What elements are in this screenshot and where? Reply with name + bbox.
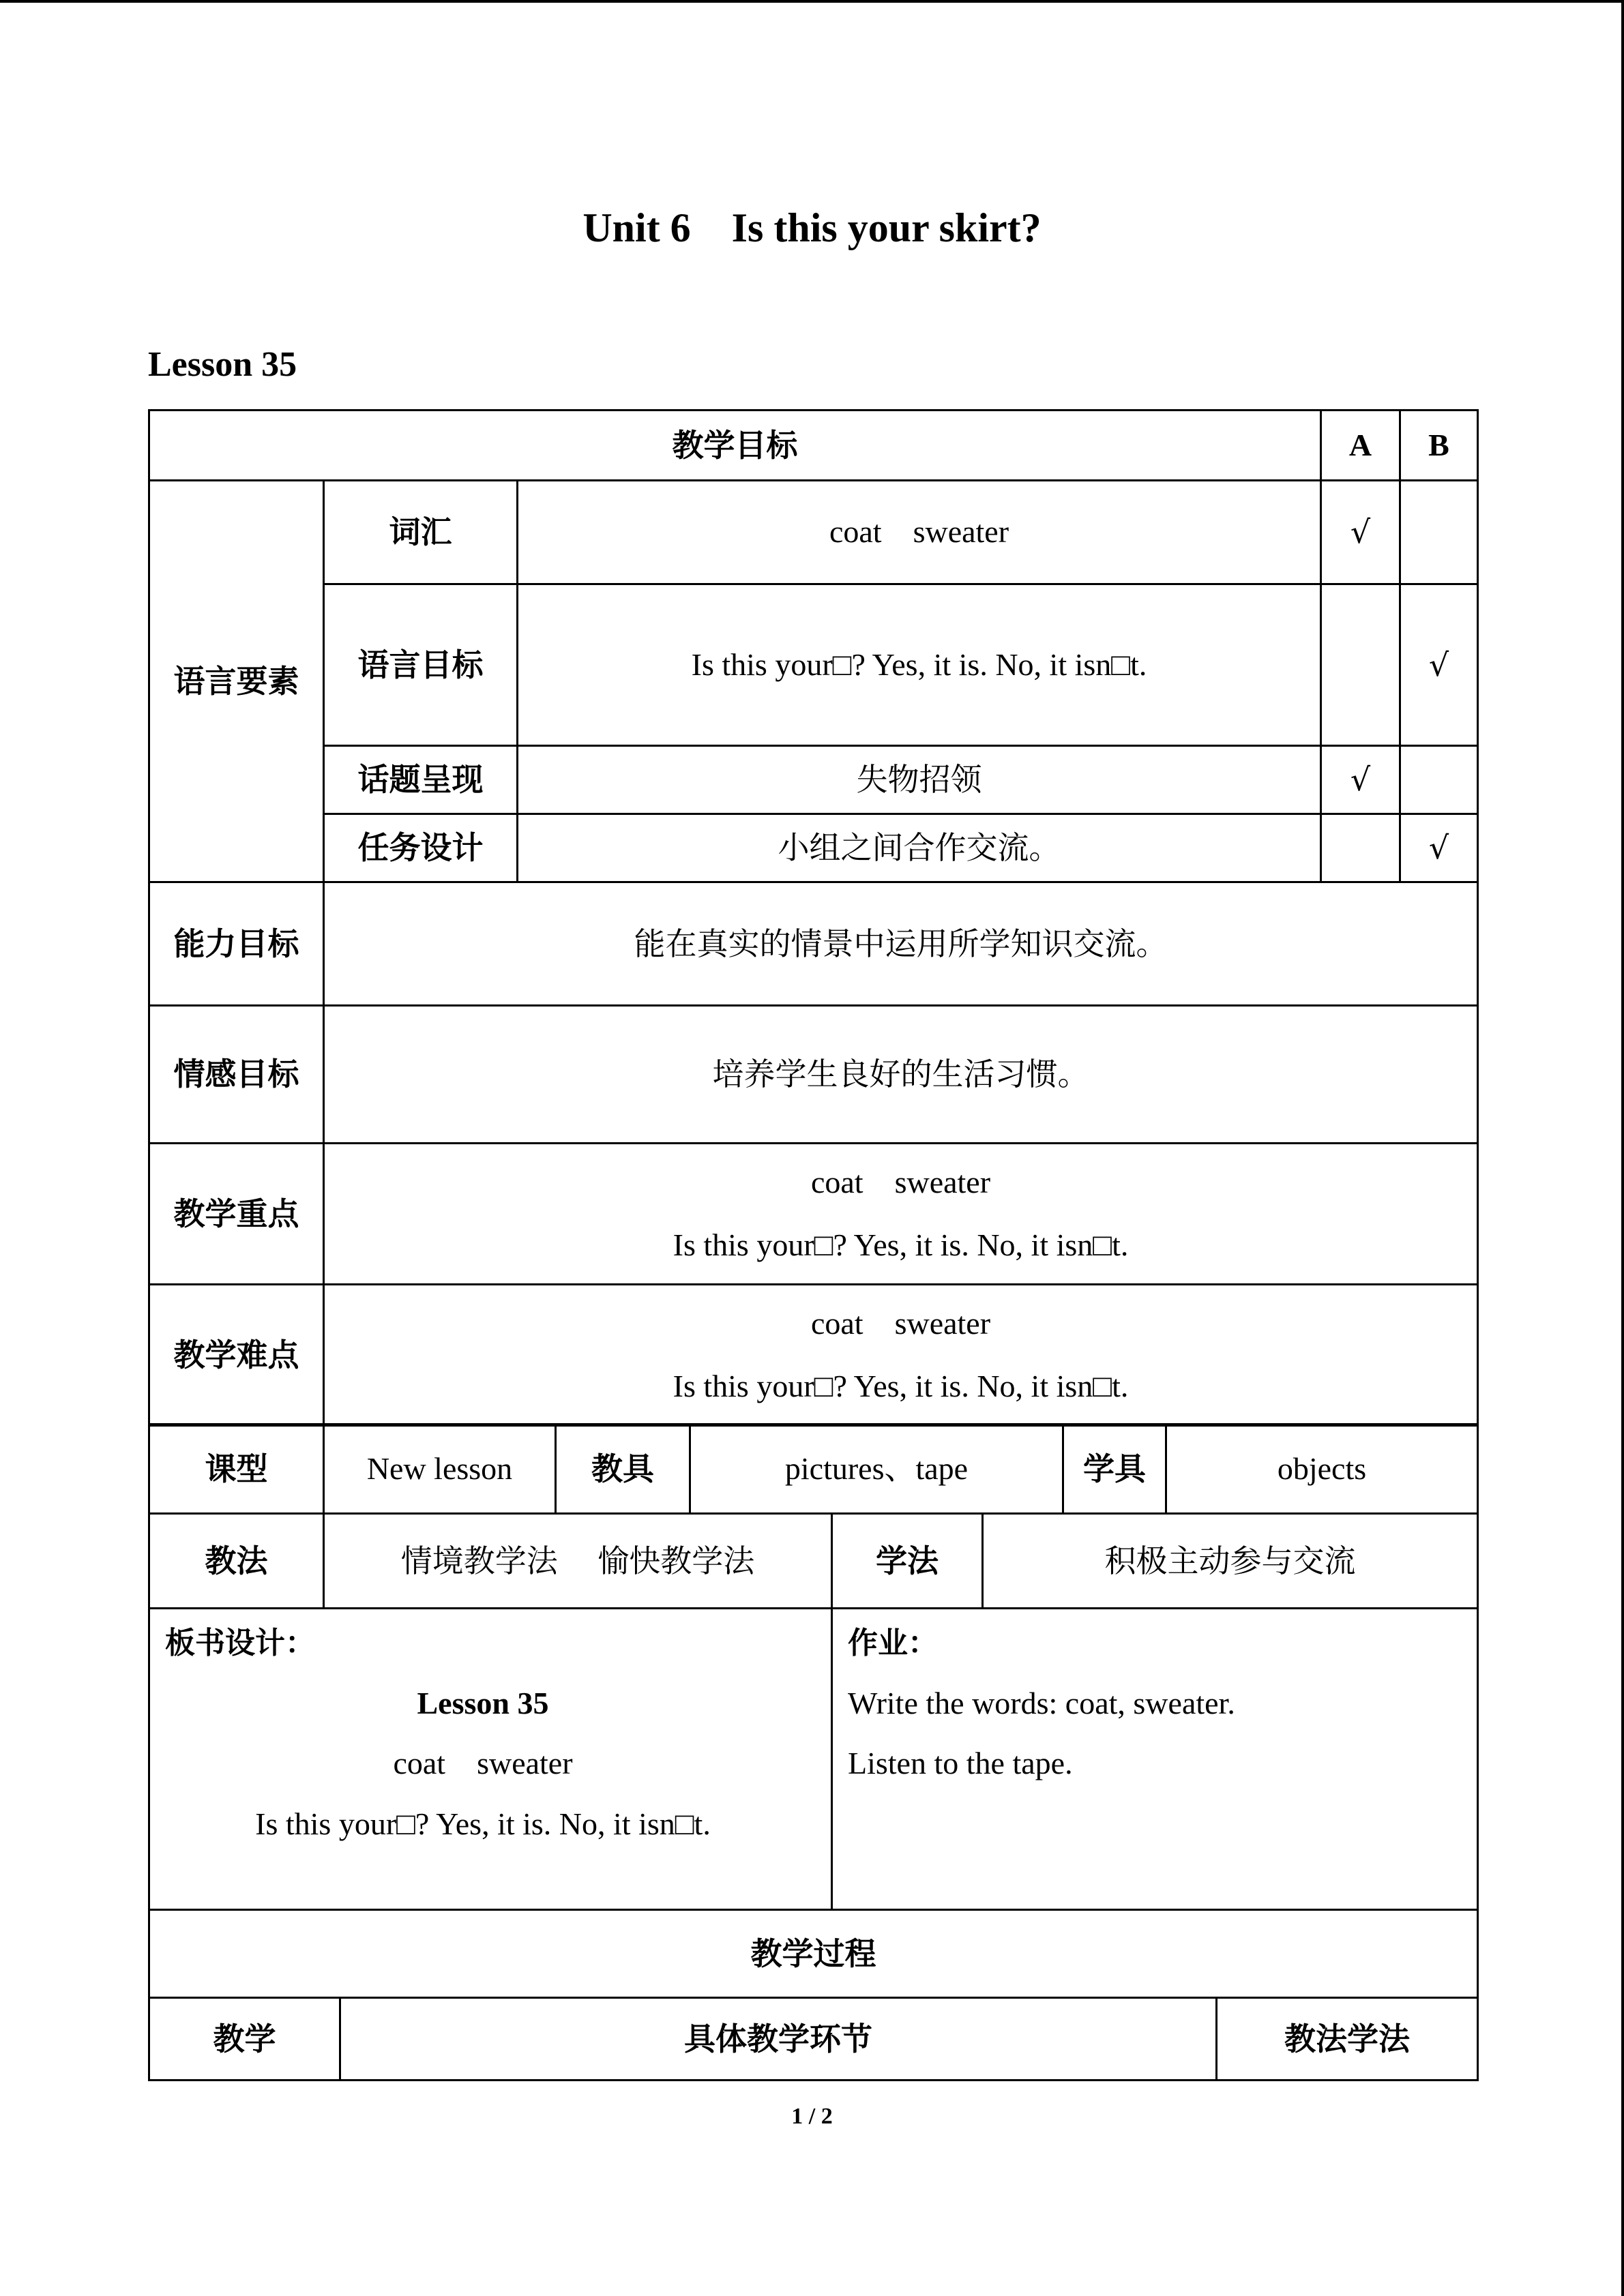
key-points-label: 教学重点 <box>149 1144 324 1285</box>
learning-aids-label: 学具 <box>1063 1425 1166 1514</box>
key-points-line-1: coat sweater <box>810 1164 991 1199</box>
homework-item-1: Write the words: coat, sweater. <box>848 1686 1235 1721</box>
lesson-type-value: New lesson <box>324 1425 556 1514</box>
emotion-label: 情感目标 <box>149 1006 324 1144</box>
topic-a-mark: √ <box>1321 746 1400 814</box>
methods-table <box>148 1512 1479 1609</box>
process-header-row <box>149 1910 1478 1998</box>
difficulties-line-1: coat sweater <box>810 1305 991 1341</box>
column-a-header: A <box>1321 411 1400 481</box>
teaching-aids-label: 教具 <box>556 1425 690 1514</box>
topic-label: 话题呈现 <box>324 746 518 814</box>
process-col-methods: 教法学法 <box>1217 1998 1478 2081</box>
homework-item-2: Listen to the tape. <box>848 1746 1073 1781</box>
teaching-aids-value: pictures、tape <box>690 1425 1063 1514</box>
key-points-line-2: Is this your□? Yes, it is. No, it isn□t. <box>673 1227 1129 1262</box>
board-design-cell <box>149 1609 832 1910</box>
emotion-content: 培养学生良好的生活习惯。 <box>324 1006 1478 1144</box>
homework-label: 作业： <box>848 1626 938 1660</box>
topic-content: 失物招领 <box>518 746 1321 814</box>
page-right-border <box>1621 0 1624 2296</box>
board-title: Lesson 35 <box>417 1686 549 1721</box>
ability-label: 能力目标 <box>149 882 324 1006</box>
task-design-label: 任务设计 <box>324 814 518 882</box>
learning-aids-value: objects <box>1166 1425 1478 1514</box>
process-columns-row <box>149 1998 1478 2081</box>
language-goal-b-mark: √ <box>1400 584 1478 746</box>
process-table <box>148 1909 1479 2081</box>
board-line-2: Is this your□? Yes, it is. No, it isn□t. <box>255 1806 711 1841</box>
language-goal-a-mark <box>1321 584 1400 746</box>
ability-row <box>149 882 1478 1006</box>
teaching-method-value: 情境教学法 愉快教学法 <box>324 1514 832 1609</box>
task-design-content: 小组之间合作交流。 <box>518 814 1321 882</box>
topic-b-mark <box>1400 746 1478 814</box>
board-homework-table <box>148 1607 1479 1911</box>
study-method-value: 积极主动参与交流 <box>983 1514 1478 1609</box>
language-goal-label: 语言目标 <box>324 584 518 746</box>
task-design-b-mark: √ <box>1400 814 1478 882</box>
board-design-label: 板书设计： <box>165 1626 315 1660</box>
methods-row <box>149 1514 1478 1609</box>
objectives-header: 教学目标 <box>149 411 1321 481</box>
vocabulary-row <box>149 481 1478 584</box>
vocabulary-b-mark <box>1400 481 1478 584</box>
difficulties-row <box>149 1285 1478 1426</box>
vocabulary-a-mark: √ <box>1321 481 1400 584</box>
teaching-method-label: 教法 <box>149 1514 324 1609</box>
page-title: Unit 6 Is this your skirt? <box>582 205 1042 250</box>
lesson-heading: Lesson 35 <box>148 345 297 384</box>
language-goal-content: Is this your□? Yes, it is. No, it isn□t. <box>518 584 1321 746</box>
key-points-row <box>149 1144 1478 1285</box>
topic-row <box>149 746 1478 814</box>
emotion-row <box>149 1006 1478 1144</box>
vocabulary-content: coat sweater <box>518 481 1321 584</box>
task-design-a-mark <box>1321 814 1400 882</box>
difficulties-label: 教学难点 <box>149 1285 324 1426</box>
objectives-header-row <box>149 411 1478 481</box>
difficulties-content <box>324 1285 1478 1426</box>
vocabulary-label: 词汇 <box>324 481 518 584</box>
lesson-type-label: 课型 <box>149 1425 324 1514</box>
board-homework-row <box>149 1609 1478 1910</box>
task-design-row <box>149 814 1478 882</box>
homework-cell <box>832 1609 1478 1910</box>
study-method-label: 学法 <box>832 1514 983 1609</box>
process-col-steps: 具体教学环节 <box>340 1998 1217 2081</box>
language-goal-row <box>149 584 1478 746</box>
board-line-1: coat sweater <box>393 1746 573 1781</box>
page-top-border <box>0 0 1624 3</box>
key-points-content <box>324 1144 1478 1285</box>
process-col-teaching: 教学 <box>149 1998 340 2081</box>
language-elements-label: 语言要素 <box>149 481 324 882</box>
column-b-header: B <box>1400 411 1478 481</box>
difficulties-line-2: Is this your□? Yes, it is. No, it isn□t. <box>673 1369 1129 1403</box>
process-header: 教学过程 <box>149 1910 1478 1998</box>
page-number: 1 / 2 <box>791 2104 833 2129</box>
lesson-info-row <box>149 1425 1478 1514</box>
lesson-info-table <box>148 1423 1479 1515</box>
objectives-table <box>148 409 1479 1427</box>
ability-content: 能在真实的情景中运用所学知识交流。 <box>324 882 1478 1006</box>
